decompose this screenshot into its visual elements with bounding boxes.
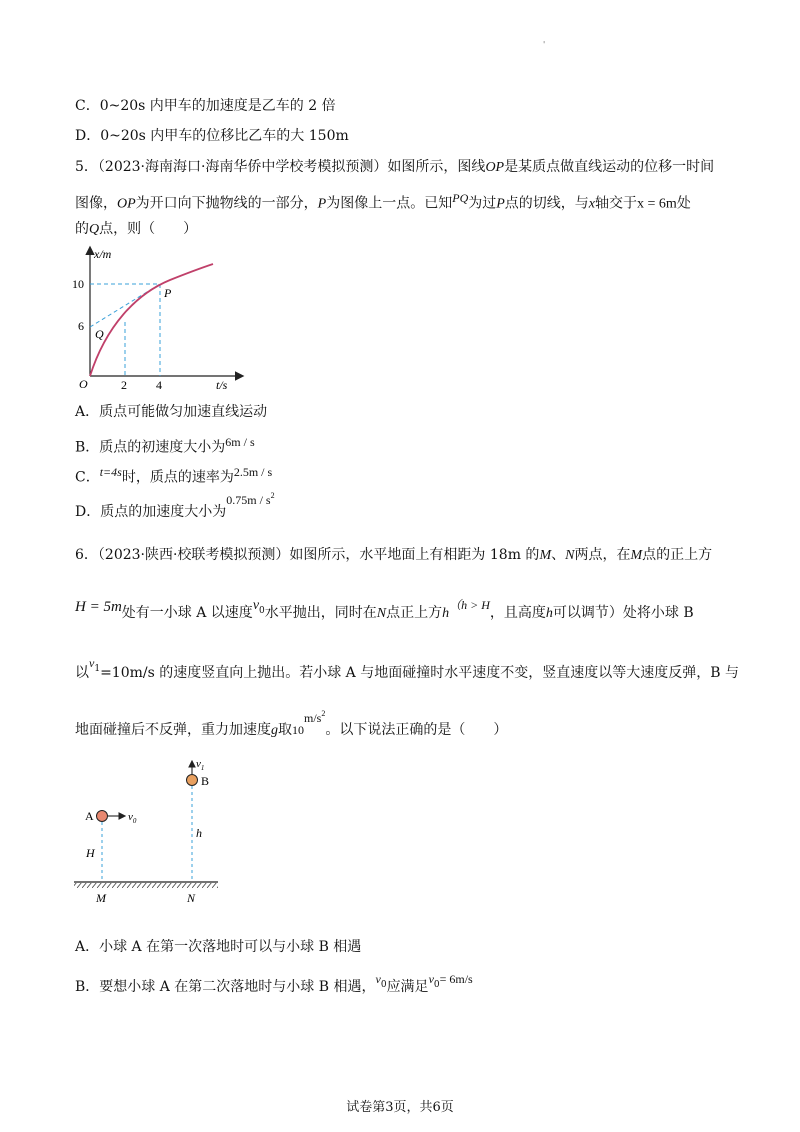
- q5-stem-line3: 的Q点，则（ ）: [75, 221, 198, 237]
- label-h: h: [196, 826, 202, 840]
- q4-option-c: C．0~20s 内甲车的加速度是乙车的 2 倍: [75, 98, 336, 114]
- ball-b: [187, 775, 198, 786]
- q6-stem-line1: 6．（2023·陕西·校联考模拟预测）如图所示，水平地面上有相距为 18m 的M、N两点，在M点的正上方: [75, 547, 713, 563]
- label-b: B: [201, 774, 210, 788]
- q6-stem-line4: 地面碰撞后不反弹，重力加速度g取$10m/s^2$。以下说法正确的是（ ）: [75, 709, 508, 738]
- q4-option-d: D．0~20s 内甲车的位移比乙车的大 150m: [75, 128, 349, 144]
- y-tick-10: 10: [72, 277, 84, 291]
- q6-option-a: A．小球 A 在第一次落地时可以与小球 B 相遇: [75, 939, 362, 955]
- ground-hatch: [74, 883, 218, 888]
- label-v0: $v_0$: [128, 811, 137, 825]
- x-tick-4: 4: [156, 378, 162, 392]
- label-M: M: [96, 891, 106, 905]
- q5-option-c: C．t=4s时，质点的速率为2.5m / s: [75, 465, 273, 486]
- curve-op: [90, 264, 213, 376]
- q6-stem-line3: 以$v_1=10m/s$ 的速度竖直向上抛出。若小球 A 与地面碰撞时水平速度不变，竖直速度以等大速度反弹，B 与: [75, 656, 739, 681]
- q5-option-d: D．质点的加速度大小为$0.75m / s^2$: [75, 491, 275, 520]
- q5-option-a: A．质点可能做匀加速直线运动: [75, 404, 268, 420]
- q6-option-b: B．要想小球 A 在第二次落地时与小球 B 相遇，$v_0$应满足$v_0= 6m/s$: [75, 972, 473, 995]
- q5-xt-graph: [70, 242, 250, 392]
- label-a: A: [85, 809, 94, 823]
- q6-figure: [72, 756, 232, 906]
- q5-stem-line2: 图像，OP为开口向下抛物线的一部分，P为图像上一点。已知PQ为过P点的切线，与x轴交于x = 6m处: [75, 191, 691, 212]
- point-p-label: P: [164, 286, 172, 300]
- page-footer: 试卷第3页，共6页: [346, 1100, 454, 1115]
- label-N: N: [187, 891, 196, 905]
- y-tick-6: 6: [78, 319, 84, 333]
- label-H: H: [86, 846, 95, 860]
- point-q-label: Q: [95, 327, 104, 341]
- y-axis-label: x/m: [94, 247, 112, 261]
- x-tick-2: 2: [121, 378, 127, 392]
- q6-stem-line2: H = 5m处有一小球 A 以速度$v_0$水平抛出，同时在N点正上方h（h > H，且高度h可以调节）处将小球 B: [75, 598, 694, 621]
- label-v1: $v_1$: [196, 758, 205, 772]
- q5-stem-line1: 5．（2023·海南海口·海南华侨中学校考模拟预测）如图所示，图线OP是某质点做直线运动的位移一时间: [75, 159, 715, 175]
- q5-option-b: B．质点的初速度大小为6m / s: [75, 435, 255, 456]
- x-axis-label: t/s: [216, 378, 228, 392]
- ball-a: [97, 811, 108, 822]
- page-mark: ': [543, 40, 546, 49]
- origin-label: O: [79, 377, 88, 391]
